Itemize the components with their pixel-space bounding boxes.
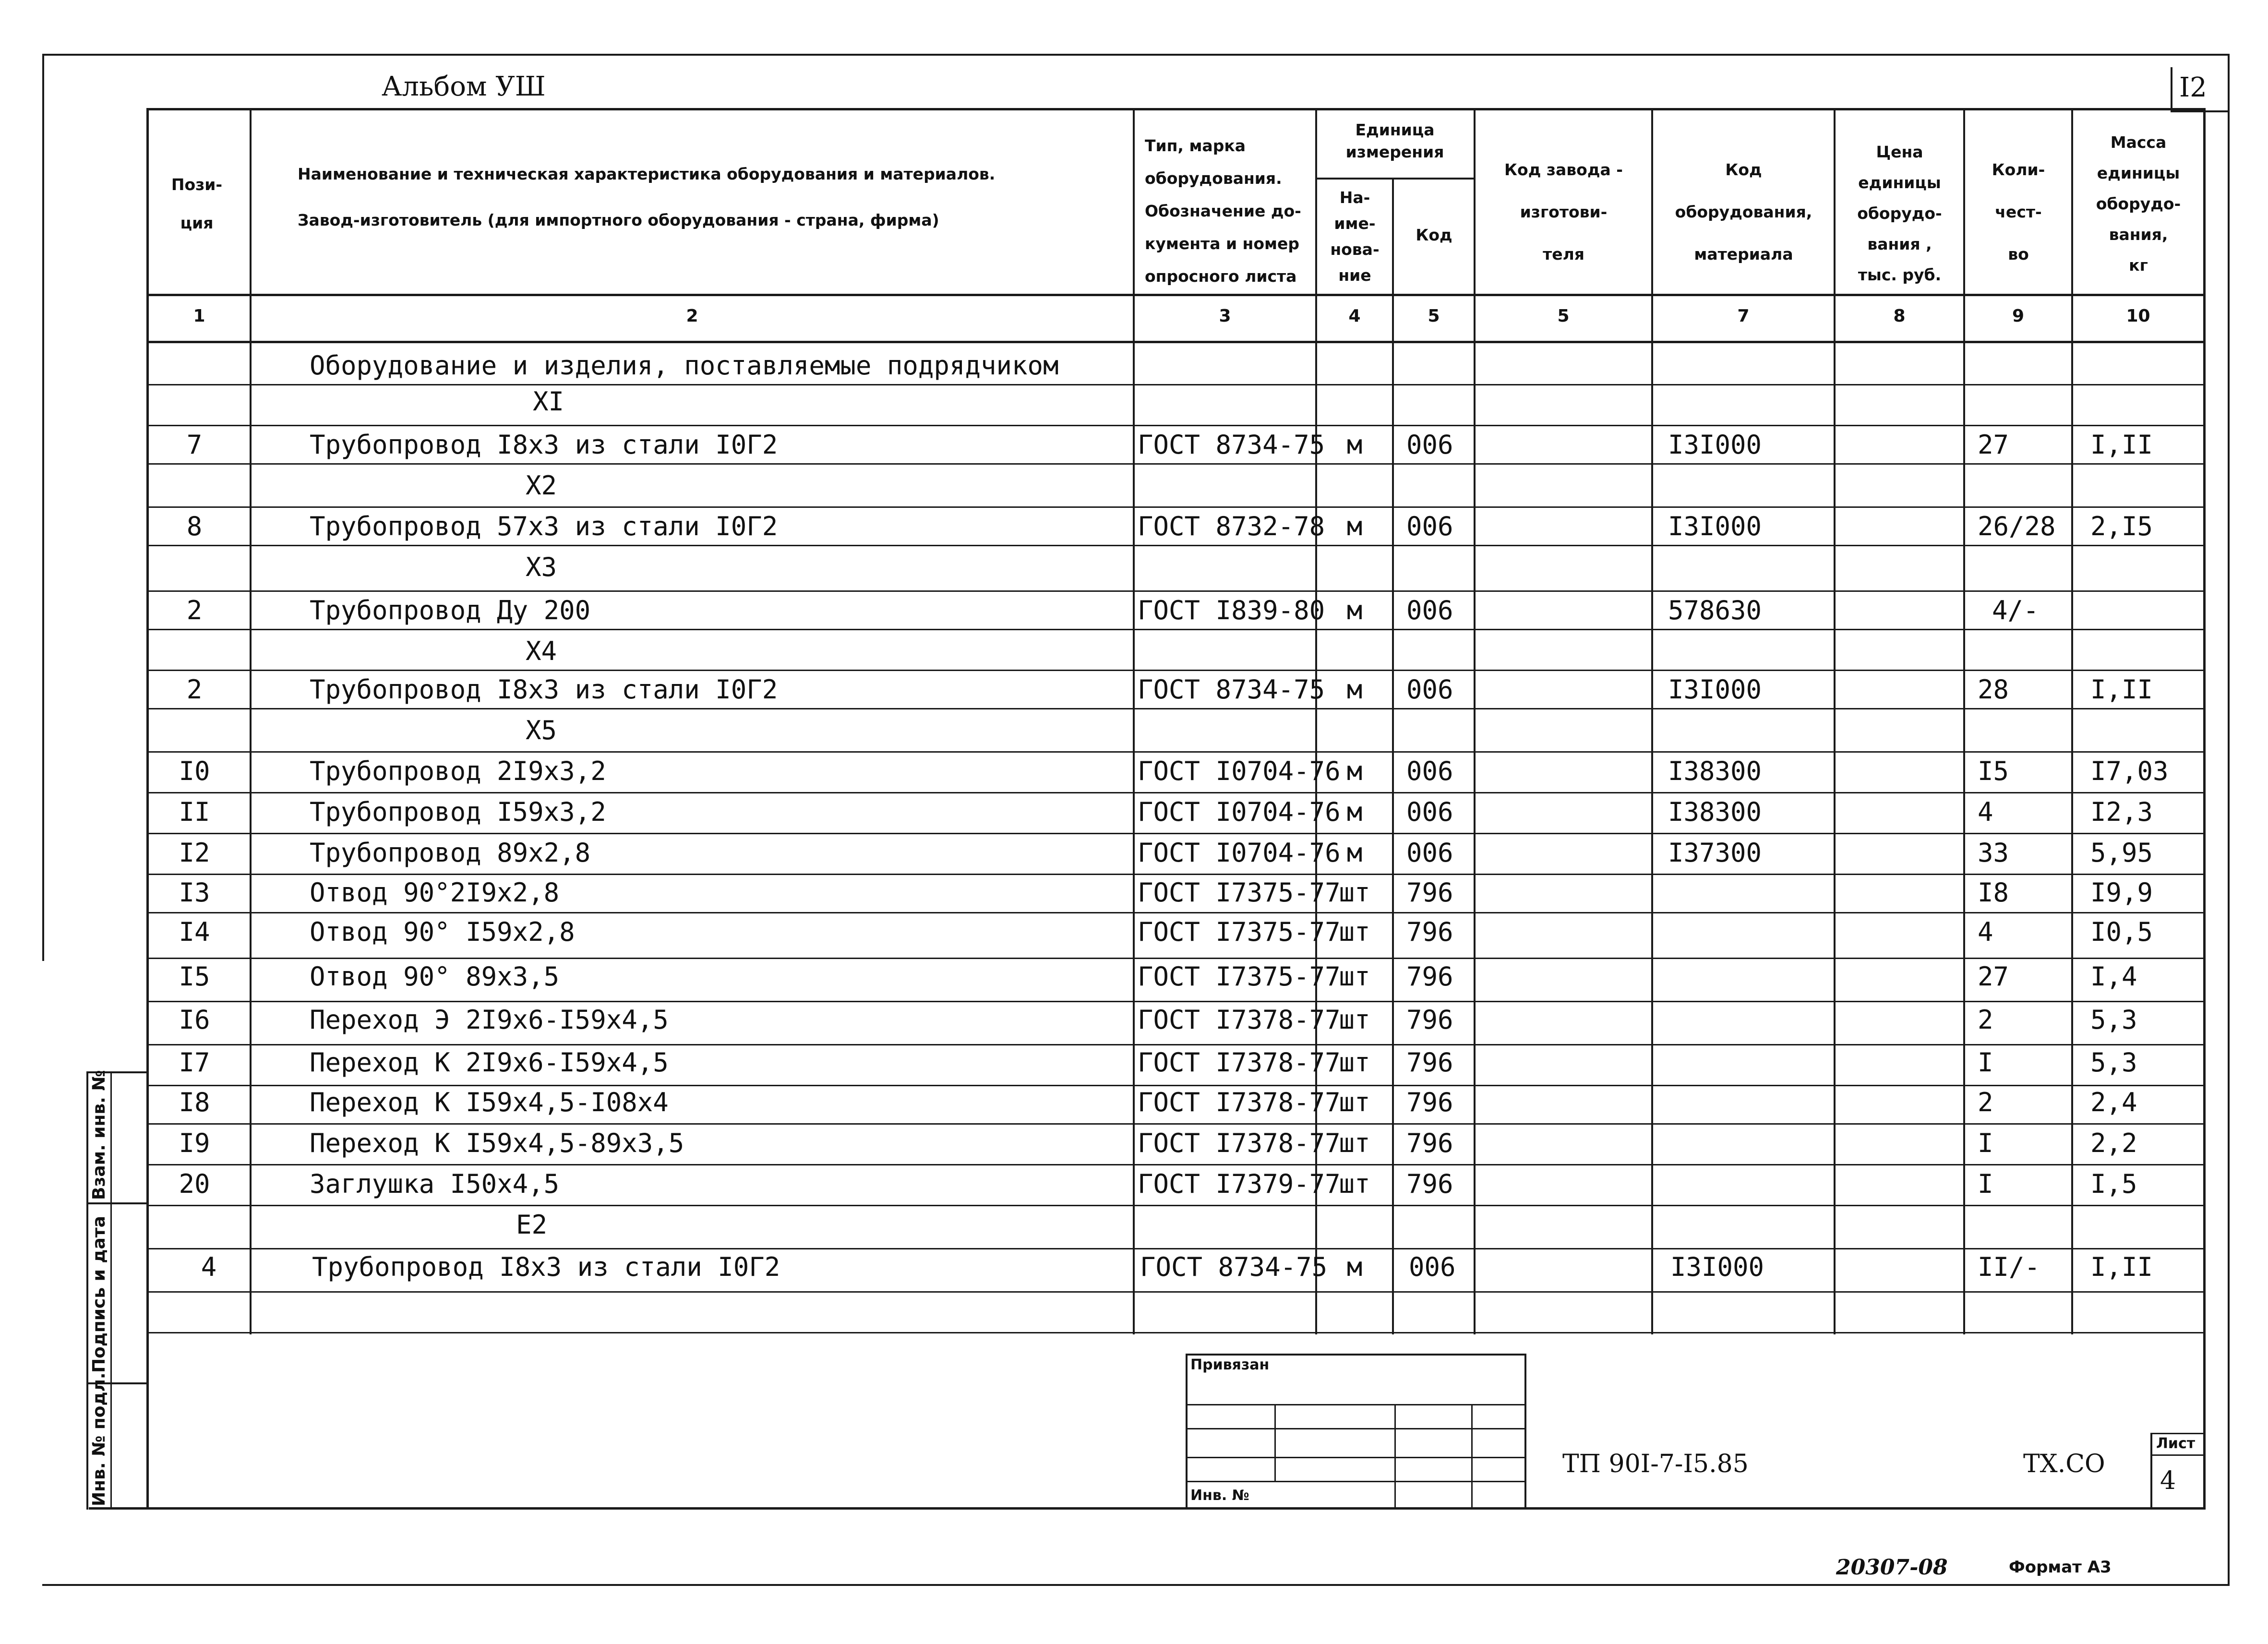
row-11-qty: 4 [1978, 797, 1993, 827]
row-3-name: X2 [526, 470, 557, 501]
row-11-equip: I38300 [1668, 797, 1762, 827]
row-8-name: Трубопровод I8x3 из стали I0Г2 [310, 674, 778, 705]
stamp-box-left [1186, 1354, 1188, 1510]
stamp-row-2 [1186, 1428, 1526, 1429]
row-7-name: X4 [526, 636, 557, 666]
stamp-sheet-number: 4 [2160, 1466, 2176, 1495]
row-18-pos: I8 [179, 1087, 210, 1117]
row-13-mass: I9,9 [2090, 877, 2153, 908]
row-19-unit: шт [1339, 1128, 1370, 1158]
row-17-name: Переход К 2I9x6-I59x4,5 [310, 1047, 669, 1078]
row-10-equip: I38300 [1668, 756, 1762, 786]
header-plant-code: Код завода - изготови- теля [1504, 160, 1623, 264]
row-14-mass: I0,5 [2090, 917, 2153, 947]
row-18-unit: шт [1339, 1087, 1370, 1117]
row-12-name: Трубопровод 89x2,8 [310, 838, 591, 868]
row-8-mass: I,II [2090, 674, 2153, 705]
colnum-8: 8 [1893, 306, 1906, 326]
row-11-unit: м [1346, 797, 1363, 827]
stamp-col-3 [1471, 1404, 1473, 1510]
row-line-7 [146, 629, 2206, 630]
corner-box-bottom [2171, 110, 2230, 112]
row-20-name: Заглушка I50x4,5 [310, 1169, 560, 1199]
row-4-mass: 2,I5 [2090, 511, 2153, 541]
row-13-unit: шт [1339, 877, 1370, 908]
row-12-equip: I37300 [1668, 838, 1762, 868]
row-12-pos: I2 [179, 838, 210, 868]
footer-format: Формат А3 [2009, 1558, 2112, 1577]
row-line-15 [146, 958, 2206, 959]
row-2-doc: ГОСТ 8734-75 [1138, 430, 1325, 460]
row-2-pos: 7 [186, 430, 203, 460]
row-8-equip: I3I000 [1668, 674, 1762, 705]
row-20-qty: I [1978, 1169, 1993, 1199]
row-2-unit: м [1346, 430, 1363, 460]
header-bottom-line [146, 294, 2206, 296]
stamp-row-1 [1186, 1404, 1526, 1405]
outer-frame-left [42, 54, 44, 961]
row-18-doc: ГОСТ I7378-77 [1138, 1087, 1341, 1117]
row-5-name: X3 [526, 552, 557, 582]
unit-group-line [1315, 178, 1474, 180]
row-19-qty: I [1978, 1128, 1993, 1158]
row-line-1 [146, 384, 2206, 385]
row-line-19 [146, 1123, 2206, 1125]
row-16-name: Переход Э 2I9x6-I59x4,5 [310, 1005, 669, 1035]
row-22-unit: м [1346, 1252, 1363, 1282]
row-19-pos: I9 [179, 1128, 210, 1158]
row-15-pos: I5 [179, 961, 210, 992]
row-22-pos: 4 [201, 1252, 217, 1282]
side-label-replaced-inv: Взам. инв. № [89, 1070, 109, 1200]
frame-top [146, 108, 2206, 110]
row-1-name: XI [533, 386, 564, 417]
col-line-4 [1392, 179, 1394, 1334]
row-15-doc: ГОСТ I7375-77 [1138, 961, 1341, 992]
stamp-box-right [1524, 1354, 1526, 1510]
row-line-13 [146, 874, 2206, 875]
stamp-sheet-label: Лист [2156, 1435, 2196, 1452]
row-line-23 [146, 1291, 2206, 1293]
outer-frame-right [2228, 54, 2230, 1586]
row-line-2 [146, 425, 2206, 426]
row-15-unit: шт [1339, 961, 1370, 992]
row-line-17 [146, 1044, 2206, 1045]
stamp-document-code: ТХ.СО [2023, 1450, 2105, 1478]
header-type: Тип, марка оборудования. Обозначение до- кумента и номер опросного листа [1145, 136, 1301, 286]
row-12-unit: м [1346, 838, 1363, 868]
row-18-code: 796 [1406, 1087, 1453, 1117]
row-17-pos: I7 [179, 1047, 210, 1078]
row-21-name: Е2 [516, 1210, 548, 1240]
stamp-row-4 [1186, 1481, 1526, 1482]
row-16-unit: шт [1339, 1005, 1370, 1035]
row-20-unit: шт [1339, 1169, 1370, 1199]
side-strip-divider [110, 1071, 112, 1510]
row-6-equip: 578630 [1668, 595, 1762, 625]
row-8-qty: 28 [1978, 674, 2009, 705]
row-11-mass: I2,3 [2090, 797, 2153, 827]
row-6-pos: 2 [186, 595, 203, 625]
row-17-qty: I [1978, 1047, 1993, 1078]
header-position: Пози- ция [171, 175, 223, 232]
row-10-pos: I0 [179, 756, 210, 786]
row-15-qty: 27 [1978, 961, 2009, 992]
row-18-mass: 2,4 [2090, 1087, 2137, 1117]
row-4-qty: 26/28 [1978, 511, 2056, 541]
row-12-qty: 33 [1978, 838, 2009, 868]
header-quantity: Коли- чест- во [1992, 160, 2045, 264]
row-8-pos: 2 [186, 674, 203, 705]
colnum-2: 2 [686, 306, 698, 326]
row-10-qty: I5 [1978, 756, 2009, 786]
row-2-code: 006 [1406, 430, 1453, 460]
col-line-9 [2071, 108, 2073, 1334]
row-20-code: 796 [1406, 1169, 1453, 1199]
row-6-unit: м [1346, 595, 1363, 625]
row-line-8 [146, 670, 2206, 671]
row-line-12 [146, 833, 2206, 834]
row-2-equip: I3I000 [1668, 430, 1762, 460]
row-10-name: Трубопровод 2I9x3,2 [310, 756, 606, 786]
row-20-doc: ГОСТ I7379-77 [1138, 1169, 1341, 1199]
row-22-mass: I,II [2090, 1252, 2153, 1282]
row-line-22 [146, 1248, 2206, 1249]
row-8-doc: ГОСТ 8734-75 [1138, 674, 1325, 705]
row-12-mass: 5,95 [2090, 838, 2153, 868]
outer-frame-top [43, 54, 2230, 56]
stamp-designation: ТП 90I-7-I5.85 [1562, 1450, 1749, 1478]
row-line-14 [146, 912, 2206, 913]
row-17-mass: 5,3 [2090, 1047, 2137, 1078]
colnum-9: 9 [2012, 306, 2025, 326]
album-title: Альбом УШ [382, 71, 546, 102]
row-22-doc: ГОСТ 8734-75 [1140, 1252, 1328, 1282]
colnum-bottom-line [146, 341, 2206, 343]
header-equipment-code: Код оборудования, материала [1675, 160, 1812, 264]
row-14-pos: I4 [179, 917, 210, 947]
row-line-10 [146, 751, 2206, 753]
row-line-9 [146, 708, 2206, 709]
row-line-3 [146, 463, 2206, 465]
row-20-pos: 20 [179, 1169, 210, 1199]
row-17-doc: ГОСТ I7378-77 [1138, 1047, 1341, 1078]
side-label-signature-date: Подпись и дата [89, 1216, 109, 1373]
row-16-doc: ГОСТ I7378-77 [1138, 1005, 1341, 1035]
row-13-qty: I8 [1978, 877, 2009, 908]
col-line-8 [1963, 108, 1965, 1334]
row-line-4 [146, 506, 2206, 508]
colnum-1: 1 [193, 306, 205, 326]
corner-box-left [2171, 67, 2172, 111]
row-11-name: Трубопровод I59x3,2 [310, 797, 606, 827]
row-17-code: 796 [1406, 1047, 1453, 1078]
row-4-equip: I3I000 [1668, 511, 1762, 541]
colnum-10: 10 [2126, 306, 2150, 326]
row-line-5 [146, 545, 2206, 546]
col-line-7 [1834, 108, 1836, 1334]
stamp-sheet-box-top [2150, 1433, 2203, 1434]
row-12-doc: ГОСТ I0704-76 [1138, 838, 1341, 868]
row-2-qty: 27 [1978, 430, 2009, 460]
row-10-doc: ГОСТ I0704-76 [1138, 756, 1341, 786]
row-15-name: Отвод 90° 89x3,5 [310, 961, 560, 992]
row-8-code: 006 [1406, 674, 1453, 705]
row-14-qty: 4 [1978, 917, 1993, 947]
row-4-unit: м [1346, 511, 1363, 541]
row-14-doc: ГОСТ I7375-77 [1138, 917, 1341, 947]
row-22-qty: II/- [1978, 1252, 2040, 1282]
row-12-code: 006 [1406, 838, 1453, 868]
footer-archive-number: 20307-08 [1836, 1555, 1948, 1580]
row-17-unit: шт [1339, 1047, 1370, 1078]
side-strip-sep-1 [86, 1202, 146, 1204]
stamp-box-top [1186, 1354, 1526, 1356]
colnum-6: 5 [1557, 306, 1570, 326]
row-11-doc: ГОСТ I0704-76 [1138, 797, 1341, 827]
row-13-pos: I3 [179, 877, 210, 908]
row-11-pos: II [179, 797, 210, 827]
row-13-code: 796 [1406, 877, 1453, 908]
stamp-attached-label: Привязан [1190, 1356, 1270, 1373]
side-strip-left [86, 1071, 88, 1510]
row-19-name: Переход К I59x4,5-89x3,5 [310, 1128, 684, 1158]
stamp-inv-label: Инв. № [1190, 1487, 1249, 1504]
header-unit-name: На- име- нова- ние [1330, 188, 1380, 285]
row-line-20 [146, 1164, 2206, 1165]
header-mass: Масса единицы оборудо- вания, кг [2096, 133, 2181, 275]
stamp-row-3 [1186, 1457, 1526, 1458]
row-4-name: Трубопровод 57x3 из стали I0Г2 [310, 511, 778, 541]
row-line-21 [146, 1205, 2206, 1206]
colnum-3: 3 [1219, 306, 1231, 326]
row-0-name: Оборудование и изделия, поставляемые подрядчиком [310, 350, 1059, 381]
row-15-mass: I,4 [2090, 961, 2137, 992]
row-19-code: 796 [1406, 1128, 1453, 1158]
colnum-7: 7 [1737, 306, 1750, 326]
row-11-code: 006 [1406, 797, 1453, 827]
row-13-name: Отвод 90°2I9x2,8 [310, 877, 560, 908]
row-6-doc: ГОСТ I839-80 [1138, 595, 1325, 625]
row-6-name: Трубопровод Ду 200 [310, 595, 591, 625]
colnum-5: 5 [1428, 306, 1440, 326]
col-line-6 [1651, 108, 1653, 1334]
frame-right [2203, 108, 2206, 1510]
row-14-unit: шт [1339, 917, 1370, 947]
stamp-col-2 [1394, 1404, 1396, 1510]
row-14-name: Отвод 90° I59x2,8 [310, 917, 575, 947]
row-2-mass: I,II [2090, 430, 2153, 460]
side-label-orig-inv: Инв. № подл. [89, 1372, 109, 1506]
row-8-unit: м [1346, 674, 1363, 705]
row-20-mass: I,5 [2090, 1169, 2137, 1199]
header-price: Цена единицы оборудо- вания , тыс. руб. [1857, 143, 1942, 284]
corner-sheet-number: I2 [2179, 72, 2207, 103]
row-line-24 [146, 1332, 2206, 1333]
row-4-code: 006 [1406, 511, 1453, 541]
row-22-code: 006 [1409, 1252, 1456, 1282]
row-9-name: X5 [526, 715, 557, 745]
row-13-doc: ГОСТ I7375-77 [1138, 877, 1341, 908]
row-10-unit: м [1346, 756, 1363, 786]
colnum-4: 4 [1348, 306, 1361, 326]
row-10-mass: I7,03 [2090, 756, 2169, 786]
row-15-code: 796 [1406, 961, 1453, 992]
header-unit-group: Единица измерения [1345, 120, 1444, 161]
row-6-qty: 4/- [1992, 595, 2039, 625]
header-name: Наименование и техническая характеристика оборудования и материалов. Завод-изготовитель (для импортного оборудования - страна, фирма) [298, 165, 996, 229]
stamp-sheet-box-left [2150, 1433, 2152, 1510]
row-16-qty: 2 [1978, 1005, 1993, 1035]
col-line-1 [250, 108, 252, 1334]
row-18-name: Переход К I59x4,5-I08x4 [310, 1087, 669, 1117]
header-unit-code: Код [1416, 226, 1452, 244]
row-22-equip: I3I000 [1670, 1252, 1764, 1282]
frame-bottom [89, 1507, 2206, 1510]
row-6-code: 006 [1406, 595, 1453, 625]
col-line-5 [1474, 108, 1476, 1334]
row-19-mass: 2,2 [2090, 1128, 2137, 1158]
stamp-sheet-box-mid [2150, 1454, 2203, 1456]
row-line-11 [146, 792, 2206, 793]
outer-frame-bottom [42, 1584, 2230, 1586]
row-line-16 [146, 1001, 2206, 1002]
row-19-doc: ГОСТ I7378-77 [1138, 1128, 1341, 1158]
row-16-pos: I6 [179, 1005, 210, 1035]
row-18-qty: 2 [1978, 1087, 1993, 1117]
row-4-pos: 8 [186, 511, 203, 541]
row-14-code: 796 [1406, 917, 1453, 947]
row-22-name: Трубопровод I8x3 из стали I0Г2 [312, 1252, 780, 1282]
row-2-name: Трубопровод I8x3 из стали I0Г2 [310, 430, 778, 460]
row-10-code: 006 [1406, 756, 1453, 786]
row-line-6 [146, 590, 2206, 592]
col-line-2 [1133, 108, 1135, 1334]
row-4-doc: ГОСТ 8732-78 [1138, 511, 1325, 541]
stamp-col-1 [1274, 1404, 1276, 1481]
row-line-18 [146, 1085, 2206, 1086]
row-16-code: 796 [1406, 1005, 1453, 1035]
row-16-mass: 5,3 [2090, 1005, 2137, 1035]
